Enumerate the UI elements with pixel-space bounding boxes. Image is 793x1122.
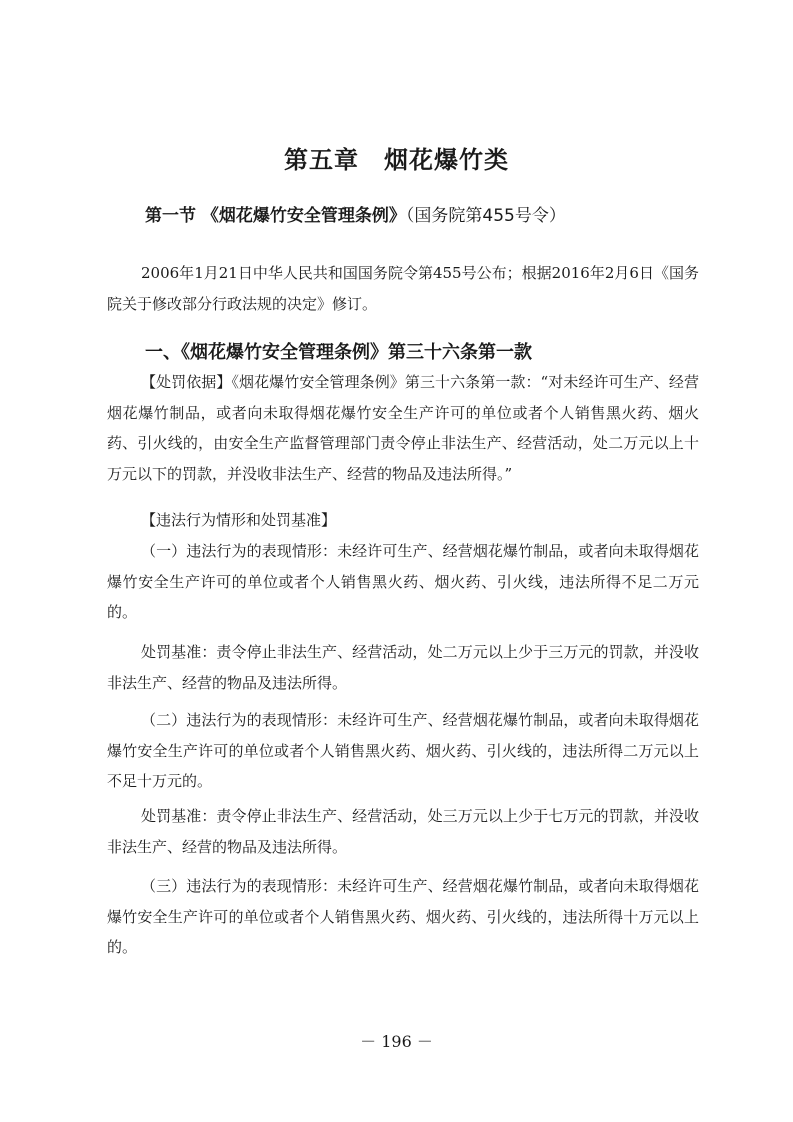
standards-label: 【违法行为情形和处罚基准】 [141, 511, 337, 529]
penalty-basis-paragraph: 【处罚依据】《烟花爆竹安全管理条例》第三十六条第一款：“对未经许可生产、经营烟花爆竹制品，或者向未取得烟花爆竹安全生产许可的单位或者个人销售黑火药、烟火药、引火线的，由安全生产监督管理部门责令停止非法生产、经营活动，处二万元以上十万元以下的罚款，并没收非法生产、经营的物品及违法所得。” [107, 373, 699, 483]
section-title [145, 200, 755, 232]
case-2-paragraph: （二）违法行为的表现情形：未经许可生产、经营烟花爆竹制品，或者向未取得烟花爆竹安全生产许可的单位或者个人销售黑火药、烟火药、引火线的，违法所得二万元以上不足十万元的。 [107, 711, 699, 790]
intro-paragraph: 2006年1月21日中华人民共和国国务院令第455号公布；根据2016年2月6日《国务院关于修改部分行政法规的决定》修订。 [107, 264, 699, 313]
section-title-subtitle: （国务院第455号令） [405, 206, 566, 226]
article-heading: 一、《烟花爆竹安全管理条例》第三十六条第一款 [145, 342, 532, 363]
case-1-paragraph: （一）违法行为的表现情形：未经许可生产、经营烟花爆竹制品，或者向未取得烟花爆竹安全生产许可的单位或者个人销售黑火药、烟火药、引火线，违法所得不足二万元的。 [107, 542, 699, 621]
case-3-paragraph: （三）违法行为的表现情形：未经许可生产、经营烟花爆竹制品，或者向未取得烟花爆竹安全生产许可的单位或者个人销售黑火药、烟火药、引火线的，违法所得十万元以上的。 [107, 877, 699, 956]
standard-1-paragraph: 处罚基准：责令停止非法生产、经营活动，处二万元以上少于三万元的罚款，并没收非法生产、经营的物品及违法所得。 [107, 643, 699, 692]
standard-2-paragraph: 处罚基准：责令停止非法生产、经营活动，处三万元以上少于七万元的罚款，并没收非法生产、经营的物品及违法所得。 [107, 807, 699, 856]
page-number: － 196 － [360, 1032, 433, 1051]
section-title-main: 第一节 《烟花爆竹安全管理条例》 [145, 206, 406, 226]
chapter-title: 第五章 烟花爆竹类 [284, 146, 509, 174]
